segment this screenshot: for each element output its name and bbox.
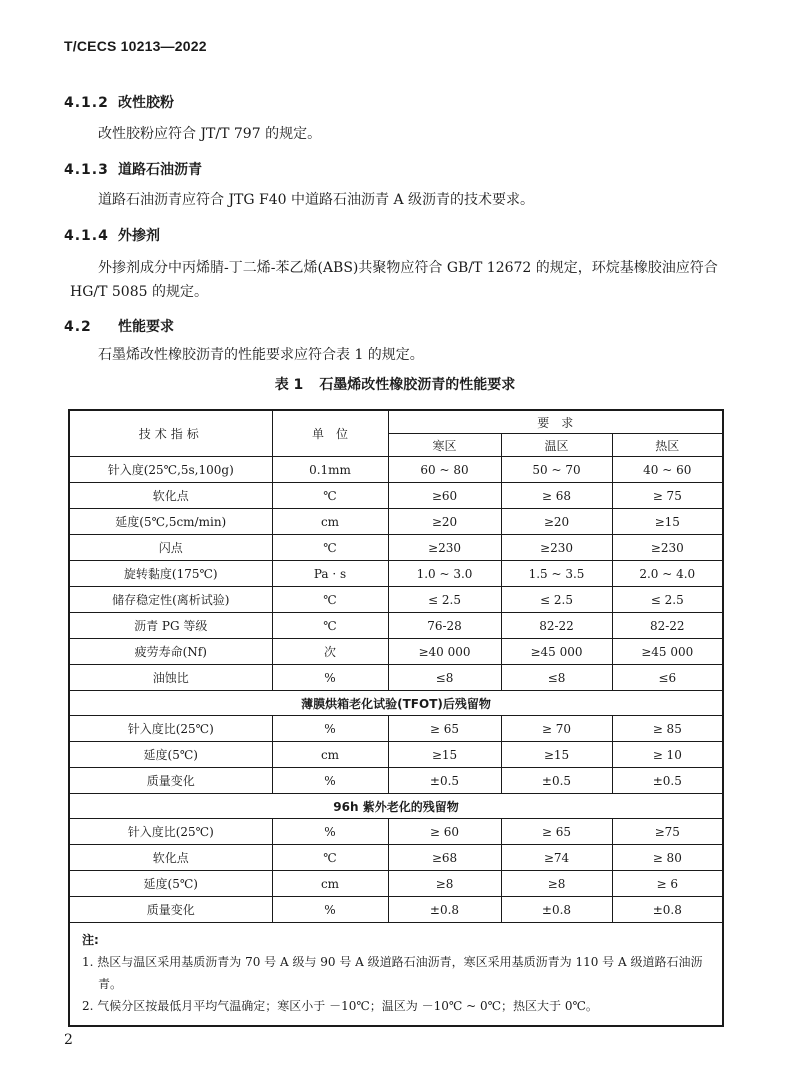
section-4-1-4-heading	[64, 225, 160, 245]
cell-warm: 1.5 ~ 3.5	[501, 561, 612, 587]
table-number: 表 1	[274, 377, 304, 393]
table-caption	[64, 374, 726, 394]
cell-cold: ≥15	[388, 742, 501, 768]
cell-unit: %	[272, 768, 388, 794]
cell-index: 软化点	[69, 483, 272, 509]
header-technical-index: 技术指标	[69, 410, 272, 457]
cell-hot: ≥ 75	[612, 483, 723, 509]
table-row	[69, 819, 723, 845]
cell-index: 沥青 PG 等级	[69, 613, 272, 639]
section-4-2-text: 石墨烯改性橡胶沥青的性能要求应符合表 1 的规定。	[98, 347, 424, 363]
cell-cold: ≥20	[388, 509, 501, 535]
cell-unit: 0.1mm	[272, 457, 388, 483]
cell-hot: ≥ 80	[612, 845, 723, 871]
cell-warm: ±0.8	[501, 897, 612, 923]
section-4-1-4-text: 外掺剂成分中丙烯腈-丁二烯-苯乙烯(ABS)共聚物应符合 GB/T 12672 的规定，环烷基橡胶油应符合 HG/T 5085 的规定。	[70, 260, 718, 300]
cell-cold: 76-28	[388, 613, 501, 639]
cell-hot: 2.0 ~ 4.0	[612, 561, 723, 587]
cell-warm: ≥230	[501, 535, 612, 561]
cell-hot: ≤6	[612, 665, 723, 691]
table-row	[69, 742, 723, 768]
cell-unit: ℃	[272, 587, 388, 613]
cell-hot: 82-22	[612, 613, 723, 639]
cell-index: 针入度(25℃,5s,100g)	[69, 457, 272, 483]
performance-requirements-table	[68, 409, 724, 1027]
cell-cold: ≥ 60	[388, 819, 501, 845]
section-4-1-3-heading	[64, 159, 202, 179]
header-cold-zone: 寒区	[388, 434, 501, 457]
cell-cold: ≥8	[388, 871, 501, 897]
cell-warm: ≥74	[501, 845, 612, 871]
header-warm-zone: 温区	[501, 434, 612, 457]
cell-unit: %	[272, 819, 388, 845]
table-row	[69, 483, 723, 509]
table-row	[69, 665, 723, 691]
cell-unit: ℃	[272, 613, 388, 639]
cell-warm: ≥ 70	[501, 716, 612, 742]
table-row	[69, 639, 723, 665]
cell-hot: ≥15	[612, 509, 723, 535]
cell-hot: ≥75	[612, 819, 723, 845]
table-row	[69, 457, 723, 483]
cell-index: 疲劳寿命(Nf)	[69, 639, 272, 665]
uv-section	[69, 794, 723, 819]
table-row	[69, 587, 723, 613]
cell-hot: ≥ 10	[612, 742, 723, 768]
cell-unit: ℃	[272, 483, 388, 509]
note-item: 1. 热区与温区采用基质沥青为 70 号 A 级与 90 号 A 级道路石油沥青，寒区采用基质沥青为 110 号 A 级道路石油沥青。	[82, 955, 703, 991]
section-4-1-2-text: 改性胶粉应符合 JT/T 797 的规定。	[98, 126, 322, 142]
table-title: 石墨烯改性橡胶沥青的性能要求	[319, 377, 516, 393]
cell-unit: cm	[272, 742, 388, 768]
cell-cold: 1.0 ~ 3.0	[388, 561, 501, 587]
table-row	[69, 535, 723, 561]
uv-section-title: 96h 紫外老化的残留物	[69, 794, 723, 819]
cell-warm: ≥ 68	[501, 483, 612, 509]
section-number: 4.1.4	[64, 228, 109, 244]
tfot-section	[69, 691, 723, 716]
cell-index: 延度(5℃)	[69, 871, 272, 897]
cell-warm: ≤8	[501, 665, 612, 691]
cell-cold: ±0.8	[388, 897, 501, 923]
section-title: 外掺剂	[118, 228, 160, 244]
cell-unit: Pa · s	[272, 561, 388, 587]
cell-cold: ≥60	[388, 483, 501, 509]
notes-cell	[69, 923, 723, 1027]
cell-index: 延度(5℃)	[69, 742, 272, 768]
section-title: 改性胶粉	[118, 95, 174, 111]
header-hot-zone: 热区	[612, 434, 723, 457]
cell-unit: 次	[272, 639, 388, 665]
cell-hot: ≤ 2.5	[612, 587, 723, 613]
cell-hot: 40 ~ 60	[612, 457, 723, 483]
cell-unit: cm	[272, 509, 388, 535]
cell-cold: ≥230	[388, 535, 501, 561]
cell-index: 旋转黏度(175℃)	[69, 561, 272, 587]
cell-hot: ≥230	[612, 535, 723, 561]
section-4-1-2-heading	[64, 92, 174, 112]
cell-cold: ≥ 65	[388, 716, 501, 742]
cell-warm: 82-22	[501, 613, 612, 639]
cell-hot: ≥ 6	[612, 871, 723, 897]
cell-index: 延度(5℃,5cm/min)	[69, 509, 272, 535]
section-4-2-heading	[64, 316, 174, 336]
cell-index: 质量变化	[69, 768, 272, 794]
table-row	[69, 845, 723, 871]
cell-index: 针入度比(25℃)	[69, 716, 272, 742]
section-number: 4.1.3	[64, 162, 109, 178]
cell-hot: ≥45 000	[612, 639, 723, 665]
table-row	[69, 613, 723, 639]
cell-unit: cm	[272, 871, 388, 897]
cell-cold: ≥40 000	[388, 639, 501, 665]
table-row	[69, 871, 723, 897]
cell-unit: %	[272, 897, 388, 923]
cell-warm: ≤ 2.5	[501, 587, 612, 613]
cell-cold: ±0.5	[388, 768, 501, 794]
header-requirements: 要 求	[388, 410, 723, 434]
cell-cold: ≤8	[388, 665, 501, 691]
cell-warm: ≥20	[501, 509, 612, 535]
table-row	[69, 509, 723, 535]
section-number: 4.1.2	[64, 95, 109, 111]
cell-index: 针入度比(25℃)	[69, 819, 272, 845]
cell-unit: %	[272, 665, 388, 691]
cell-warm: ≥45 000	[501, 639, 612, 665]
section-number: 4.2	[64, 319, 92, 335]
cell-unit: %	[272, 716, 388, 742]
document-code-header: T/CECS 10213—2022	[64, 38, 207, 54]
cell-hot: ≥ 85	[612, 716, 723, 742]
cell-unit: ℃	[272, 535, 388, 561]
cell-hot: ±0.5	[612, 768, 723, 794]
cell-cold: ≥68	[388, 845, 501, 871]
cell-warm: ±0.5	[501, 768, 612, 794]
cell-index: 质量变化	[69, 897, 272, 923]
header-unit: 单 位	[272, 410, 388, 457]
table-row	[69, 768, 723, 794]
cell-warm: ≥15	[501, 742, 612, 768]
tfot-section-title: 薄膜烘箱老化试验(TFOT)后残留物	[69, 691, 723, 716]
cell-cold: ≤ 2.5	[388, 587, 501, 613]
note-item: 2. 气候分区按最低月平均气温确定；寒区小于 －10℃；温区为 －10℃ ~ 0℃；热区大于 0℃。	[82, 999, 598, 1013]
cell-unit: ℃	[272, 845, 388, 871]
table-row	[69, 716, 723, 742]
cell-warm: ≥ 65	[501, 819, 612, 845]
cell-index: 软化点	[69, 845, 272, 871]
section-4-1-3-text: 道路石油沥青应符合 JTG F40 中道路石油沥青 A 级沥青的技术要求。	[98, 192, 535, 208]
cell-hot: ±0.8	[612, 897, 723, 923]
cell-warm: 50 ~ 70	[501, 457, 612, 483]
cell-index: 储存稳定性(离析试验)	[69, 587, 272, 613]
cell-index: 闪点	[69, 535, 272, 561]
cell-warm: ≥8	[501, 871, 612, 897]
page-number: 2	[64, 1032, 73, 1048]
table-notes	[69, 923, 723, 1027]
cell-cold: 60 ~ 80	[388, 457, 501, 483]
section-title: 性能要求	[118, 319, 174, 335]
notes-title: 注:	[82, 933, 99, 947]
cell-index: 油蚀比	[69, 665, 272, 691]
table-row	[69, 561, 723, 587]
table-row	[69, 897, 723, 923]
section-title: 道路石油沥青	[118, 162, 202, 178]
